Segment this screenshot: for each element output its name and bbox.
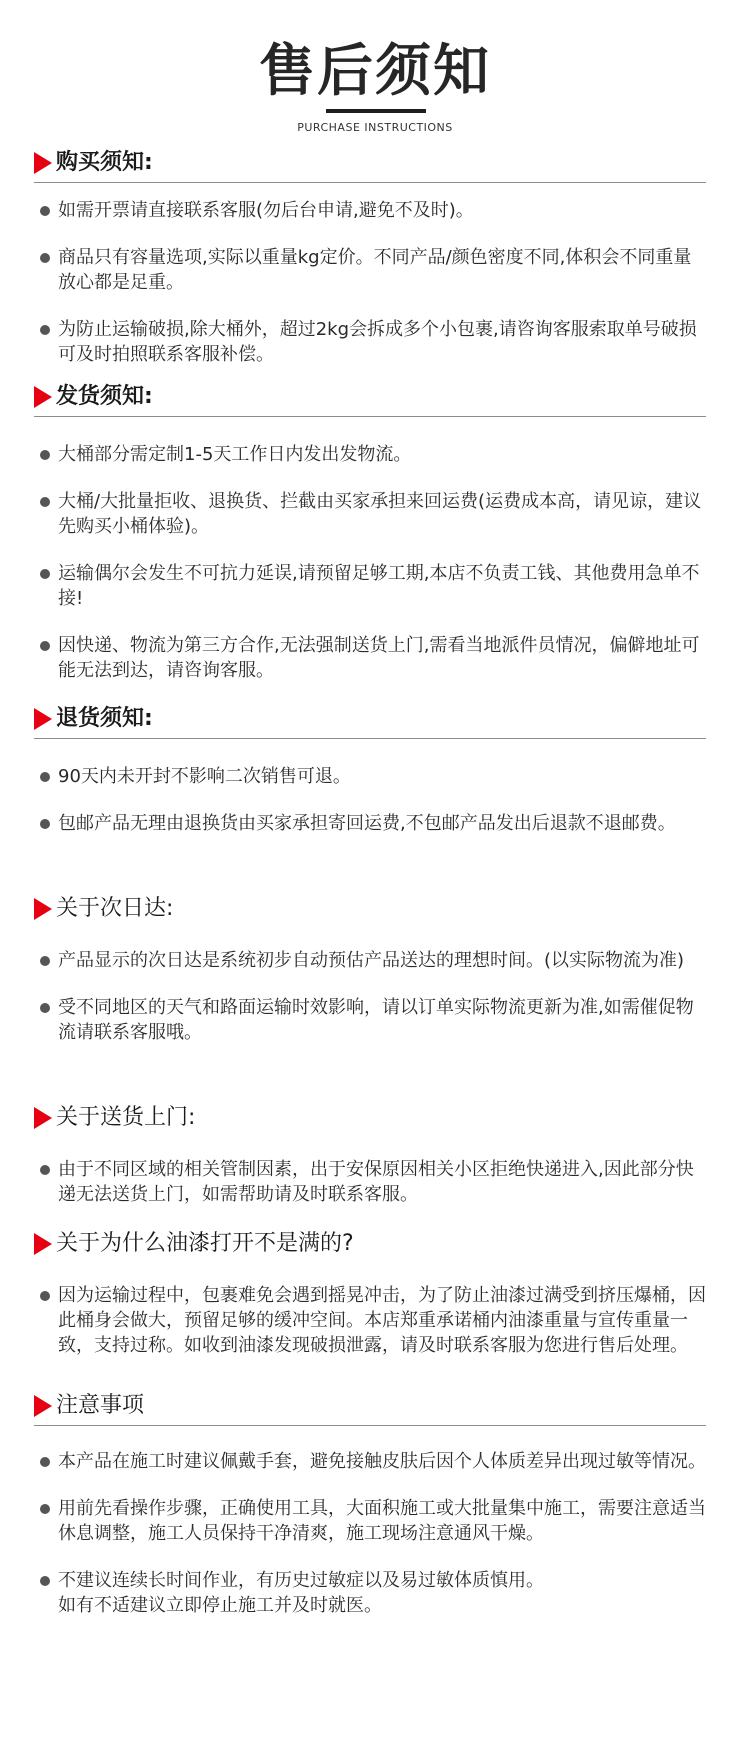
section-purchase	[34, 146, 706, 367]
section-title: 关于为什么油漆打开不是满的?	[56, 1231, 354, 1256]
bullet-icon	[40, 1457, 50, 1467]
list-item-text: 90天内未开封不影响二次销售可退。	[58, 766, 351, 787]
bullet-icon	[40, 772, 50, 782]
section-header	[34, 702, 706, 740]
list-item-text: 不建议连续长时间作业，有历史过敏症以及易过敏体质慎用。 如有不适建议立即停止施工并及时就医。	[58, 1570, 544, 1616]
list-item	[34, 198, 706, 223]
section-notes	[34, 1389, 706, 1618]
section-header	[34, 1389, 706, 1427]
section-divider	[34, 416, 706, 417]
red-triangle-icon	[34, 1107, 52, 1129]
bullet-icon	[40, 819, 50, 829]
bullet-icon	[40, 1291, 50, 1301]
red-triangle-icon	[34, 1395, 52, 1417]
list-item	[34, 764, 706, 789]
title-underline	[326, 109, 426, 113]
bullet-icon	[40, 1165, 50, 1175]
section-title: 发货须知:	[56, 384, 153, 409]
bullet-icon	[40, 450, 50, 460]
section-header	[34, 380, 706, 418]
red-triangle-icon	[34, 708, 52, 730]
red-triangle-icon	[34, 1233, 52, 1255]
list-item	[34, 489, 706, 539]
list-item	[34, 1496, 706, 1546]
list-item	[34, 995, 706, 1045]
section-title: 注意事项	[56, 1393, 145, 1418]
list-item	[34, 811, 706, 836]
list-item	[34, 1568, 706, 1618]
list-item-text: 商品只有容量选项,实际以重量kg定价。不同产品/颜色密度不同,体积会不同重量放心都是足重。	[58, 247, 692, 293]
section-header	[34, 146, 706, 184]
list-item-text: 因为运输过程中，包裹难免会遇到摇晃冲击，为了防止油漆过满受到挤压爆桶，因此桶身会做大，预留足够的缓冲空间。本店郑重承诺桶内油漆重量与宣传重量一致，支持过称。如收到油漆发现破损泄露，请及时联系客服为您进行售后处理。	[58, 1285, 706, 1356]
list-item	[34, 245, 706, 295]
page-header	[0, 0, 750, 140]
section-header	[34, 1101, 706, 1139]
list-item	[34, 948, 706, 973]
list-item	[34, 1283, 706, 1358]
list-item-text: 运输偶尔会发生不可抗力延误,请预留足够工期,本店不负责工钱、其他费用急单不接!	[58, 563, 700, 609]
list-item-text: 用前先看操作步骤，正确使用工具，大面积施工或大批量集中施工，需要注意适当休息调整，施工人员保持干净清爽，施工现场注意通风干燥。	[58, 1498, 706, 1544]
list-item-text: 为防止运输破损,除大桶外，超过2kg会拆成多个小包裹,请咨询客服索取单号破损可及时拍照联系客服补偿。	[58, 319, 697, 365]
page-title: 售后须知	[259, 39, 491, 104]
list-item-text: 产品显示的次日达是系统初步自动预估产品送达的理想时间。(以实际物流为准)	[58, 950, 685, 971]
red-triangle-icon	[34, 152, 52, 174]
bullet-icon	[40, 956, 50, 966]
section-title: 退货须知:	[56, 706, 153, 731]
list-item	[34, 317, 706, 367]
section-title: 购买须知:	[56, 150, 153, 175]
section-divider	[34, 182, 706, 183]
list-item-text: 本产品在施工时建议佩戴手套，避免接触皮肤后因个人体质差异出现过敏等情况。	[58, 1451, 706, 1472]
section-returns	[34, 702, 706, 836]
bullet-icon	[40, 641, 50, 651]
bullet-icon	[40, 1003, 50, 1013]
section-title: 关于次日达:	[56, 896, 174, 921]
list-item	[34, 442, 706, 467]
section-paint-fill	[34, 1227, 706, 1358]
red-triangle-icon	[34, 898, 52, 920]
list-item-text: 大桶/大批量拒收、退换货、拦截由买家承担来回运费(运费成本高，请见谅，建议先购买小桶体验)。	[58, 491, 702, 537]
list-item-text: 受不同地区的天气和路面运输时效影响，请以订单实际物流更新为准,如需催促物流请联系客服哦。	[58, 997, 694, 1043]
list-item-text: 由于不同区域的相关管制因素，出于安保原因相关小区拒绝快递进入,因此部分快递无法送货上门，如需帮助请及时联系客服。	[58, 1159, 694, 1205]
list-item-text: 因快递、物流为第三方合作,无法强制送货上门,需看当地派件员情况，偏僻地址可能无法到达，请咨询客服。	[58, 635, 700, 681]
section-header	[34, 892, 706, 930]
section-header	[34, 1227, 706, 1265]
list-item	[34, 561, 706, 611]
list-item	[34, 1157, 706, 1207]
section-title: 关于送货上门:	[56, 1105, 196, 1130]
bullet-icon	[40, 1576, 50, 1586]
list-item-text: 包邮产品无理由退换货由买家承担寄回运费,不包邮产品发出后退款不退邮费。	[58, 813, 676, 834]
bullet-icon	[40, 325, 50, 335]
page-subtitle: PURCHASE INSTRUCTIONS	[297, 121, 453, 134]
list-item	[34, 1449, 706, 1474]
bullet-icon	[40, 1504, 50, 1514]
section-shipping	[34, 380, 706, 683]
bullet-icon	[40, 497, 50, 507]
list-item-text: 大桶部分需定制1-5天工作日内发出发物流。	[58, 444, 412, 465]
bullet-icon	[40, 569, 50, 579]
section-divider	[34, 738, 706, 739]
section-divider	[34, 1425, 706, 1426]
section-home-delivery	[34, 1101, 706, 1207]
bullet-icon	[40, 206, 50, 216]
section-next-day	[34, 892, 706, 1045]
red-triangle-icon	[34, 386, 52, 408]
list-item-text: 如需开票请直接联系客服(勿后台申请,避免不及时)。	[58, 200, 474, 221]
list-item	[34, 633, 706, 683]
bullet-icon	[40, 253, 50, 263]
